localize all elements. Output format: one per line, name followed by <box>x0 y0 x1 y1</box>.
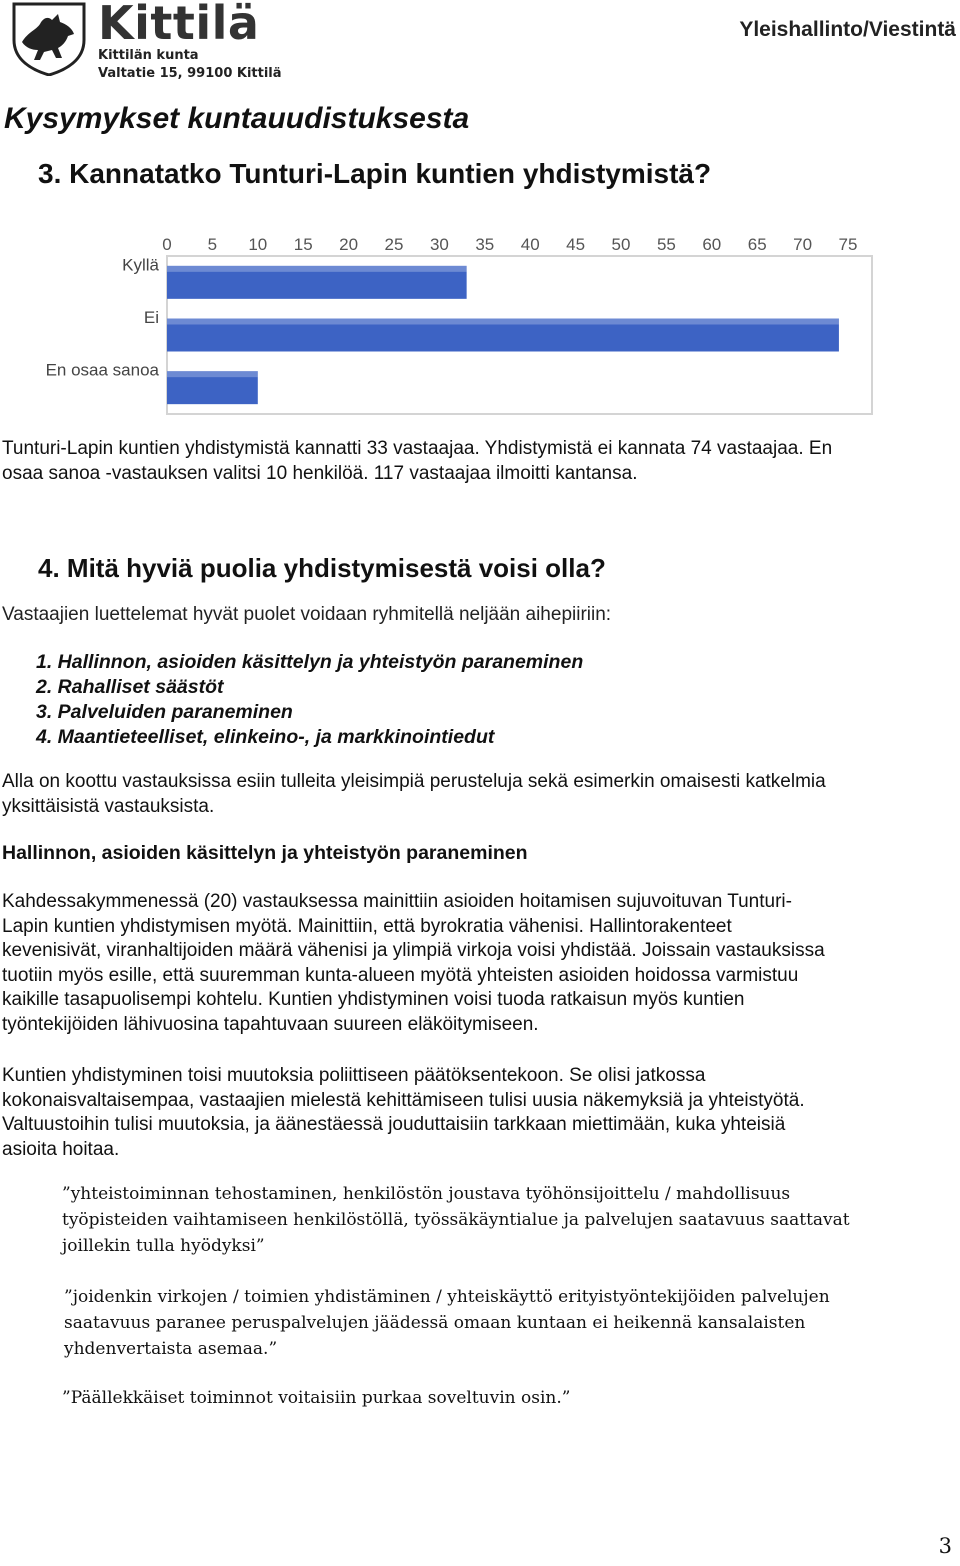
paragraph-line: Lapin kuntien yhdistymisen myötä. Mainittiin, että byrokratia vähenisi. Hallintorakenteet <box>2 915 732 937</box>
quote-3 <box>62 1385 942 1411</box>
summary-intro-line-2: yksittäisistä vastauksista. <box>2 796 215 817</box>
x-tick-label: 0 <box>162 235 172 254</box>
org-sub-address: Valtatie 15, 99100 Kittilä <box>98 66 282 81</box>
q3-result-line-2: osaa sanoa -vastauksen valitsi 10 henkilöä. 117 vastaajaa ilmoitti kantansa. <box>2 463 638 484</box>
section-heading: Hallinnon, asioiden käsittelyn ja yhteistyön paraneminen <box>2 842 528 864</box>
x-tick-label: 70 <box>793 235 813 254</box>
x-tick-label: 20 <box>339 235 359 254</box>
category-label: Ei <box>143 308 159 327</box>
kittila-crest-logo <box>10 2 88 76</box>
x-tick-label: 65 <box>747 235 767 254</box>
summary-intro-line-1: Alla on koottu vastauksissa esiin tulleita yleisimpiä perusteluja sekä esimerkin omaisesti katkelmia <box>2 771 826 792</box>
q3-bar-chart <box>30 228 878 418</box>
x-tick-label: 35 <box>475 235 495 254</box>
paragraph-line: Valtuustoihin tulisi muutoksia, ja äänestäessä jouduttaisiin tarkkaan miettimään, kuka yhteisiä <box>2 1114 786 1136</box>
quote-line: työpisteiden vaihtamiseen henkilöstöllä, työssäkäyntialue ja palvelujen saatavuus saattavat <box>62 1210 850 1230</box>
page-number: 3 <box>938 1534 952 1558</box>
paragraph-1 <box>2 890 952 1038</box>
bar-highlight <box>167 266 467 272</box>
x-tick-label: 30 <box>429 235 449 254</box>
q3-result-line-1: Tunturi-Lapin kuntien yhdistymistä kannatti 33 vastaajaa. Yhdistymistä ei kannata 74 vastaajaa. En <box>2 438 833 459</box>
paragraph-line: kokonaisvaltaisempaa, vastaajien mielestä kehittämiseen tulisi uusia näkemyksiä ja yhteistyötä. <box>2 1089 805 1111</box>
paragraph-line: Kahdessakymmenessä (20) vastauksessa mainittiin asioiden hoitamisen sujuvoituvan Tunturi- <box>2 891 792 912</box>
quote-1 <box>62 1181 942 1259</box>
quote-line: saatavuus paranee peruspalvelujen jäädessä omaan kuntaan ei heikennä kansalaisten <box>64 1313 806 1333</box>
department-label: Yleishallinto/Viestintä <box>739 18 956 41</box>
question-4-heading: 4. Mitä hyviä puolia yhdistymisestä voisi olla? <box>38 553 606 583</box>
category-label: En osaa sanoa <box>45 360 159 380</box>
x-tick-label: 60 <box>702 235 722 254</box>
x-tick-label: 10 <box>248 235 268 254</box>
x-tick-label: 40 <box>520 235 540 254</box>
question-3-heading: 3. Kannatatko Tunturi-Lapin kuntien yhdistymistä? <box>38 158 712 189</box>
quote-line: ”joidenkin virkojen / toimien yhdistäminen / yhteiskäyttö erityistyöntekijöiden palvelujen <box>64 1287 830 1307</box>
x-tick-label: 75 <box>838 235 858 254</box>
bar-highlight <box>167 319 839 325</box>
category-label: Kyllä <box>122 255 159 275</box>
x-tick-label: 25 <box>384 235 404 254</box>
paragraph-line: asioita hoitaa. <box>2 1138 120 1160</box>
org-address <box>98 47 282 83</box>
org-name: Kittilä <box>98 0 260 50</box>
category-item: 3. Palveluiden paraneminen <box>36 701 293 723</box>
quote-line: yhdenvertaista asemaa.” <box>64 1339 278 1359</box>
x-tick-label: 15 <box>293 235 313 254</box>
category-item: 1. Hallinnon, asioiden käsittelyn ja yhteistyön paraneminen <box>36 651 584 673</box>
paragraph-line: kevenisivät, viranhaltijoiden määrä vähenisi ja ylimpiä virkoja voisi yhdistää. Joissain vastauksissa <box>2 940 825 962</box>
quote-line: ”Päällekkäiset toiminnot voitaisiin purkaa soveltuvin osin.” <box>62 1388 571 1408</box>
paragraph-line: Kuntien yhdistyminen toisi muutoksia poliittiseen päätöksentekoon. Se olisi jatkossa <box>2 1065 706 1086</box>
org-sub-name: Kittilän kunta <box>98 48 199 63</box>
quote-line: joillekin tulla hyödyksi” <box>62 1236 265 1256</box>
category-item: 4. Maantieteelliset, elinkeino-, ja markkinointiedut <box>36 726 495 748</box>
paragraph-line: kaikille tasapuolisempi kohtelu. Kuntien yhdistyminen voisi tuoda ratkaisun myös kuntien <box>2 989 745 1011</box>
x-tick-label: 45 <box>566 235 586 254</box>
x-tick-label: 55 <box>656 235 676 254</box>
x-tick-label: 5 <box>207 235 218 254</box>
category-item: 2. Rahalliset säästöt <box>36 676 224 698</box>
paragraph-2 <box>2 1064 952 1162</box>
paragraph-line: tuotiin myös esille, että suuremman kunta-alueen myötä yhteisten asioiden hoidossa varmistuu <box>2 964 799 986</box>
quote-2 <box>64 1284 944 1362</box>
quote-line: ”yhteistoiminnan tehostaminen, henkilöstön joustava työhönsijoittelu / mahdollisuus <box>62 1184 791 1204</box>
document-title: Kysymykset kuntauudistuksesta <box>4 102 470 135</box>
paragraph-line: työntekijöiden lähivuosina tapahtuvaan suureen eläköitymiseen. <box>2 1013 539 1035</box>
bar-highlight <box>167 371 258 377</box>
question-4-intro: Vastaajien luettelemat hyvät puolet voidaan ryhmitellä neljään aihepiiriin: <box>2 604 612 625</box>
x-tick-label: 50 <box>611 235 631 254</box>
